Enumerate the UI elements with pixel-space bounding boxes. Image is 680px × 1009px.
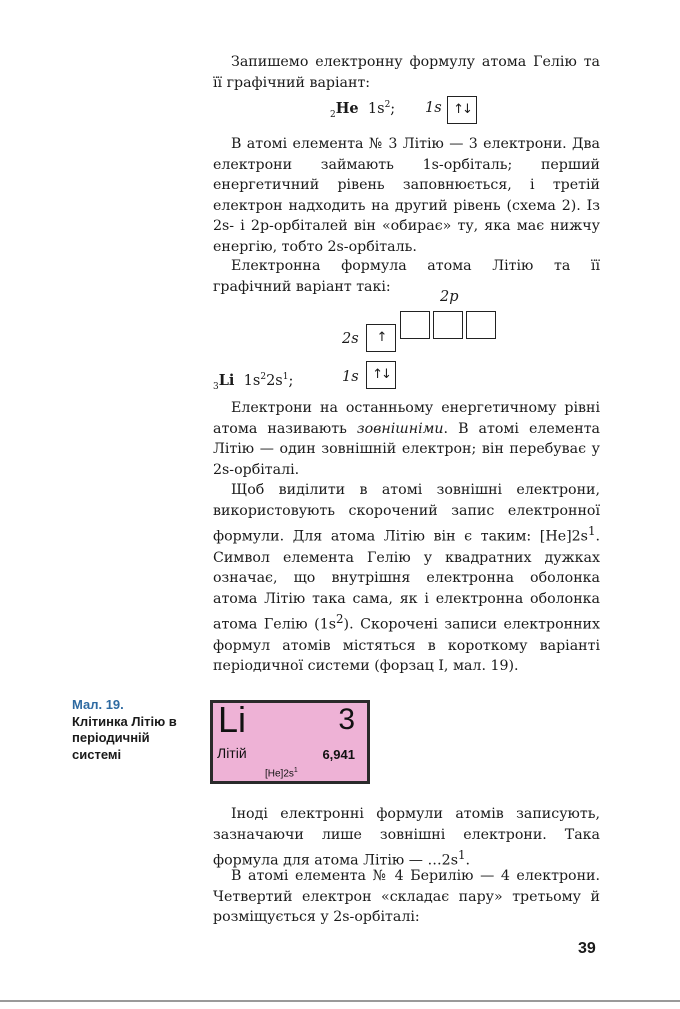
- lithium-2p-cell-1: [400, 311, 430, 339]
- element-symbol: Li: [218, 699, 247, 740]
- figure-caption: [72, 697, 184, 763]
- paragraph-lithium-formula-intro: Електронна формула атома Літію та її графічний варіант такі:: [213, 258, 600, 295]
- helium-1s-cell: ↑↓: [447, 96, 477, 124]
- figure-number: Мал. 19.: [72, 697, 124, 712]
- paragraph-lithium-electrons: В атомі елемента № 3 Літію — 3 електрони. Два електрони займають 1s-орбіталь; перший енергетичний рівень заповнюється, і третій електрон надходить на другий рівень (схема 2). Із 2s- і 2p-орбіталей він «обирає» ту, яка має нижчу енергію, тобто 2s-орбіталь.: [213, 136, 600, 255]
- electron-configuration: $[He]2s^1$: [265, 767, 298, 780]
- lithium-1s-cell: ↑↓: [366, 361, 396, 389]
- element-name: Літій: [217, 745, 247, 761]
- page-bottom-rule: [0, 1000, 680, 1002]
- page-number: 39: [578, 940, 596, 957]
- paragraph-outer-electrons: Електрони на останньому енергетичному рівні атома називають зовнішніми. В атомі елемента Літію — один зовнішній електрон; він перебуває у 2s-орбіталі.: [213, 400, 600, 478]
- lithium-electron-formula: $_3$Li $1s^22s^1$;: [213, 372, 294, 392]
- lithium-2p-label: 2p: [440, 289, 459, 305]
- paragraph-outer-only: Іноді електронні формули атомів записують, зазначаючи лише зовнішні електрони. Така формула для атома Літію — $\dots 2s^1$.: [213, 806, 600, 869]
- figure-caption-text: Клітинка Літію в періодичній системі: [72, 713, 177, 762]
- lithium-2p-cell-2: [433, 311, 463, 339]
- helium-electron-formula: $_2$He $1s^2$;: [330, 100, 396, 120]
- lithium-2s-label: 2s: [342, 331, 359, 347]
- lithium-element-card: [210, 700, 370, 784]
- lithium-2p-cell-3: [466, 311, 496, 339]
- lithium-1s-label: 1s: [342, 369, 359, 385]
- paragraph-beryllium: В атомі елемента № 4 Берилію — 4 електрони. Четвертий електрон «складає пару» третьому й розміщується у 2s-орбіталі:: [213, 868, 600, 926]
- paragraph-short-formula: Щоб виділити в атомі зовнішні електрони, використовують скорочений запис електронної формули. Для атома Літію він є таким: $[He]2s^1$. Символ елемента Гелію у квадратних дужках означає, що внутрішня електронна оболонка атома Літію така сама, як і електронна оболонка атома Гелію $(1s^2)$. Скорочені записи електронних формул атомів містяться в короткому варіанті періодичної системи (форзац І, мал. 19).: [213, 482, 600, 675]
- lithium-2s-cell: ↑: [366, 324, 396, 352]
- atomic-number: 3: [338, 703, 355, 736]
- atomic-mass: 6,941: [322, 747, 355, 762]
- helium-orbital-label: 1s: [425, 100, 442, 116]
- paragraph-helium-intro: Запишемо електронну формулу атома Гелію та її графічний варіант:: [213, 54, 600, 91]
